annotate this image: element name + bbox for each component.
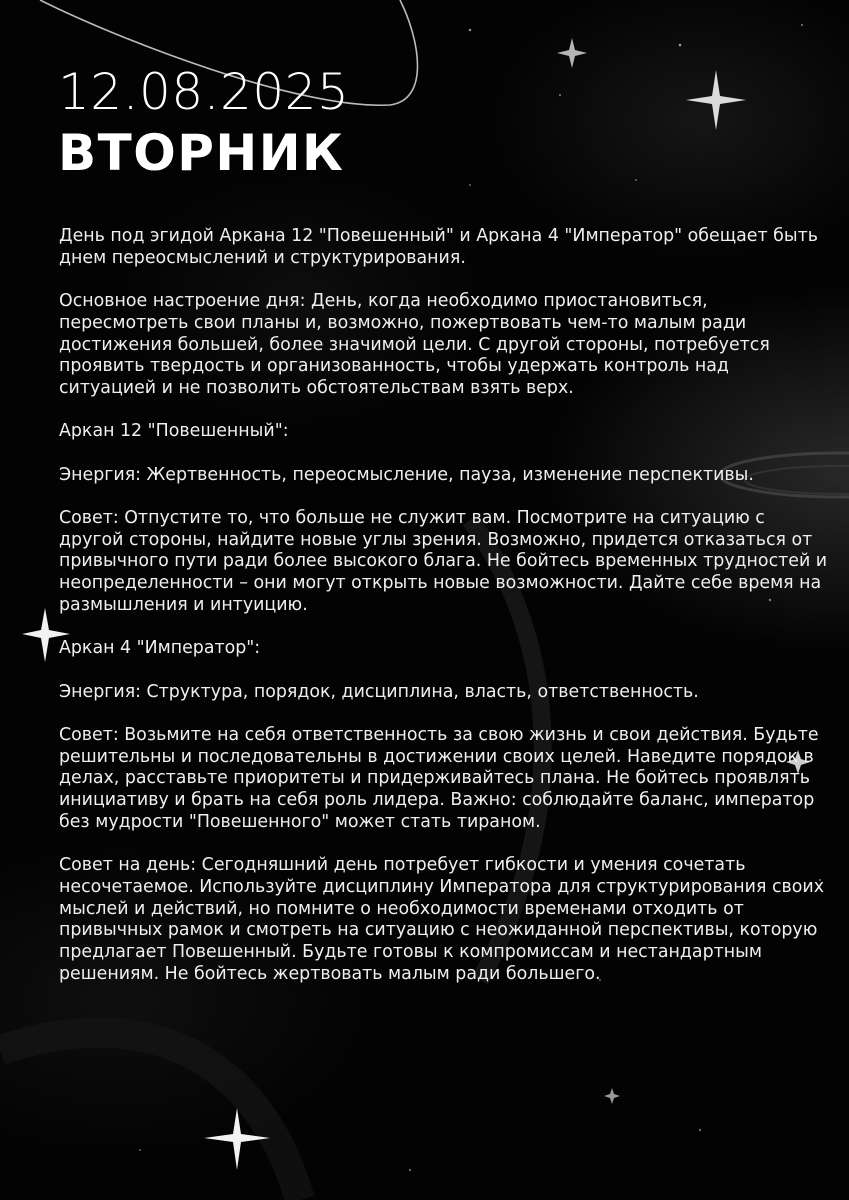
page-header	[58, 62, 349, 183]
arcana-12-advice: Совет: Отпустите то, что больше не служит вам. Посмотрите на ситуацию с другой стороны, найдите новые углы зрения. Возможно, придется отказаться от привычного пути ради более высокого блага. Не бойтесь временных трудностей и неопределенности – они могут открыть новые возможности. Дайте себе время на размышления и интуицию.	[59, 508, 828, 615]
weekday-heading: ВТОРНИК	[58, 124, 345, 182]
forecast-text	[59, 226, 829, 1007]
day-advice: Совет на день: Сегодняшний день потребует гибкости и умения сочетать несочетаемое. Используйте дисциплину Императора для структурирования своих мыслей и действий, но помните о необходимости временами отходить от привычных рамок и смотреть на ситуацию с неожиданной перспективы, которую предлагает Повешенный. Будьте готовы к компромиссам и нестандартным решениям. Не бойтесь жертвовать малым ради большего.	[59, 855, 824, 984]
arcana-4-heading: Аркан 4 "Император":	[59, 638, 261, 659]
intro-paragraph: День под эгидой Аркана 12 "Повешенный" и Аркана 4 "Император" обещает быть днем переосмыслений и структурирования.	[59, 226, 818, 268]
mood-paragraph: Основное настроение дня: День, когда необходимо приостановиться, пересмотреть свои планы и, возможно, пожертвовать чем-то малым ради достижения большей, более значимой цели. С другой стороны, потребуется проявить твердость и организованность, чтобы удержать контроль над ситуацией и не позволить обстоятельствам взять верх.	[59, 291, 770, 398]
date-heading: 12.08.2025	[58, 63, 350, 121]
arcana-4-energy: Энергия: Структура, порядок, дисциплина, власть, ответственность.	[59, 681, 699, 702]
arcana-12-heading: Аркан 12 "Повешенный":	[59, 421, 289, 442]
arcana-12-energy: Энергия: Жертвенность, переосмысление, пауза, изменение перспективы.	[59, 464, 754, 485]
arcana-4-advice: Совет: Возьмите на себя ответственность за свою жизнь и свои действия. Будьте решительны и последовательны в достижении своих целей. Наведите порядок в делах, расставьте приоритеты и придерживайтесь плана. Не бойтесь проявлять инициативу и брать на себя роль лидера. Важно: соблюдайте баланс, император без мудрости "Повешенного" может стать тираном.	[59, 725, 819, 832]
